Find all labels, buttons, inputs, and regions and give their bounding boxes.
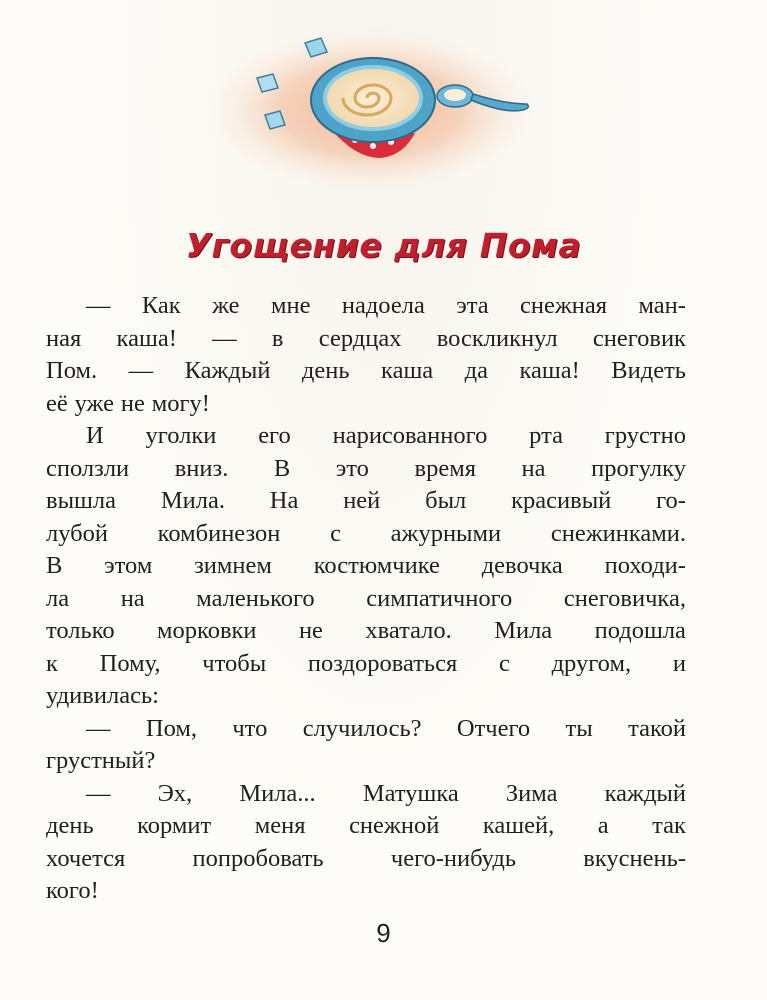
text-line [46, 388, 686, 421]
word: Каждый [184, 357, 271, 384]
word: ажурными [390, 519, 502, 547]
word: нарисованного [332, 422, 488, 449]
page-title: Угощение для Пома [185, 226, 582, 265]
word: В [273, 454, 291, 482]
word: день [301, 357, 350, 384]
text-line [46, 680, 686, 713]
word: поздороваться [307, 649, 458, 677]
word: уже [74, 389, 115, 417]
word: Мила... [239, 779, 316, 807]
text-line [46, 518, 686, 551]
word: морковки [157, 617, 257, 644]
word: Как [141, 292, 181, 319]
word: маленького [196, 584, 315, 612]
word: попробовать [192, 844, 324, 872]
word: каша! [116, 324, 177, 352]
word: уголки [145, 422, 217, 449]
word: да [464, 357, 489, 384]
word: случилось? [302, 714, 422, 742]
word: хочется [46, 844, 126, 872]
word: чтобы [202, 649, 267, 677]
word: этом [104, 552, 153, 579]
story-text [46, 290, 686, 908]
text-line [46, 810, 686, 843]
text-line [46, 550, 686, 583]
word: Пом, [145, 714, 197, 742]
word: кого! [46, 877, 99, 904]
word: каша! [519, 357, 580, 384]
word: В [46, 552, 63, 579]
word: надоела [341, 292, 425, 319]
word: кормит [137, 812, 212, 839]
word: зимнем [194, 552, 272, 579]
word: что [232, 714, 268, 742]
text-line [46, 485, 686, 518]
word: ла [46, 584, 70, 612]
word: мне [270, 292, 311, 319]
word: кашей, [482, 812, 555, 839]
word: — [86, 292, 111, 319]
word: с [330, 519, 341, 547]
word: И [86, 422, 104, 449]
word: не [298, 617, 323, 644]
word: вкуснень- [583, 844, 686, 872]
word: — [212, 324, 237, 352]
word: сползли [46, 454, 130, 482]
word: Пому, [99, 649, 161, 677]
text-line [46, 420, 686, 453]
word: грустно [604, 422, 686, 449]
word: воскликнул [436, 324, 558, 352]
page-number: 9 [376, 918, 391, 948]
word: другом, [551, 649, 632, 677]
word: снежная [520, 292, 608, 319]
word: чего-нибудь [390, 844, 517, 872]
word: го- [656, 487, 686, 514]
word: девочка [481, 552, 563, 579]
text-line [46, 778, 686, 811]
text-line [46, 355, 686, 388]
text-line [46, 615, 686, 648]
word: На [269, 487, 299, 514]
word: Мила [494, 617, 553, 644]
text-line [46, 745, 686, 778]
word: ман- [638, 292, 686, 319]
word: — [86, 714, 111, 742]
word: день [46, 812, 94, 839]
word: — [128, 357, 154, 384]
text-line [46, 453, 686, 486]
word: только [46, 617, 115, 644]
word: снежной [349, 812, 440, 839]
word: же [212, 292, 240, 319]
word: снеговичка, [563, 584, 686, 612]
word: в [271, 324, 284, 352]
word: лубой [46, 519, 108, 547]
word: костюмчике [313, 552, 440, 579]
word: и [672, 649, 686, 677]
text-line [46, 290, 686, 323]
text-line [46, 648, 686, 681]
word: эта [456, 292, 489, 319]
word: так [652, 812, 686, 839]
word: его [258, 422, 291, 449]
word: не [120, 389, 145, 417]
word: вниз. [174, 454, 229, 482]
word: симпатичного [366, 584, 513, 612]
word: подошла [594, 617, 686, 644]
word: на [521, 454, 546, 482]
word: это [335, 454, 369, 482]
word: был [425, 487, 467, 514]
word: Мила. [160, 487, 225, 514]
word: комбинезон [157, 519, 281, 547]
word: Зима [505, 779, 558, 807]
word: её [46, 389, 68, 417]
word: Пом. [46, 357, 98, 384]
word: время [414, 454, 476, 482]
word: такой [628, 714, 686, 742]
word: ней [343, 487, 381, 514]
word: могу! [151, 389, 210, 417]
word: снежинками. [550, 519, 686, 547]
word: снеговик [592, 324, 686, 352]
word: — [86, 779, 111, 807]
word: Отчего [456, 714, 531, 742]
text-line [46, 713, 686, 746]
text-line [46, 583, 686, 616]
word: Матушка [362, 779, 459, 807]
word: Эх, [157, 779, 193, 807]
word: к [46, 649, 58, 677]
word: вышла [46, 487, 116, 514]
text-line [46, 875, 686, 908]
word: прогулку [591, 454, 686, 482]
word: походи- [604, 552, 686, 579]
word: с [498, 649, 510, 677]
word: меня [254, 812, 306, 839]
word: рта [529, 422, 563, 449]
word: грустный? [46, 747, 156, 774]
word: красивый [511, 487, 612, 514]
word: каждый [604, 779, 686, 807]
word: удивилась: [46, 682, 159, 709]
word: хватало. [365, 617, 452, 644]
word: Видеть [611, 357, 686, 384]
word: на [120, 584, 145, 612]
text-line [46, 323, 686, 356]
word: ты [565, 714, 593, 742]
word: ная [46, 324, 82, 352]
text-line [46, 843, 686, 876]
porridge-illustration [205, 18, 550, 193]
word: сердцах [318, 324, 402, 352]
word: каша [381, 357, 434, 384]
word: а [597, 812, 609, 839]
